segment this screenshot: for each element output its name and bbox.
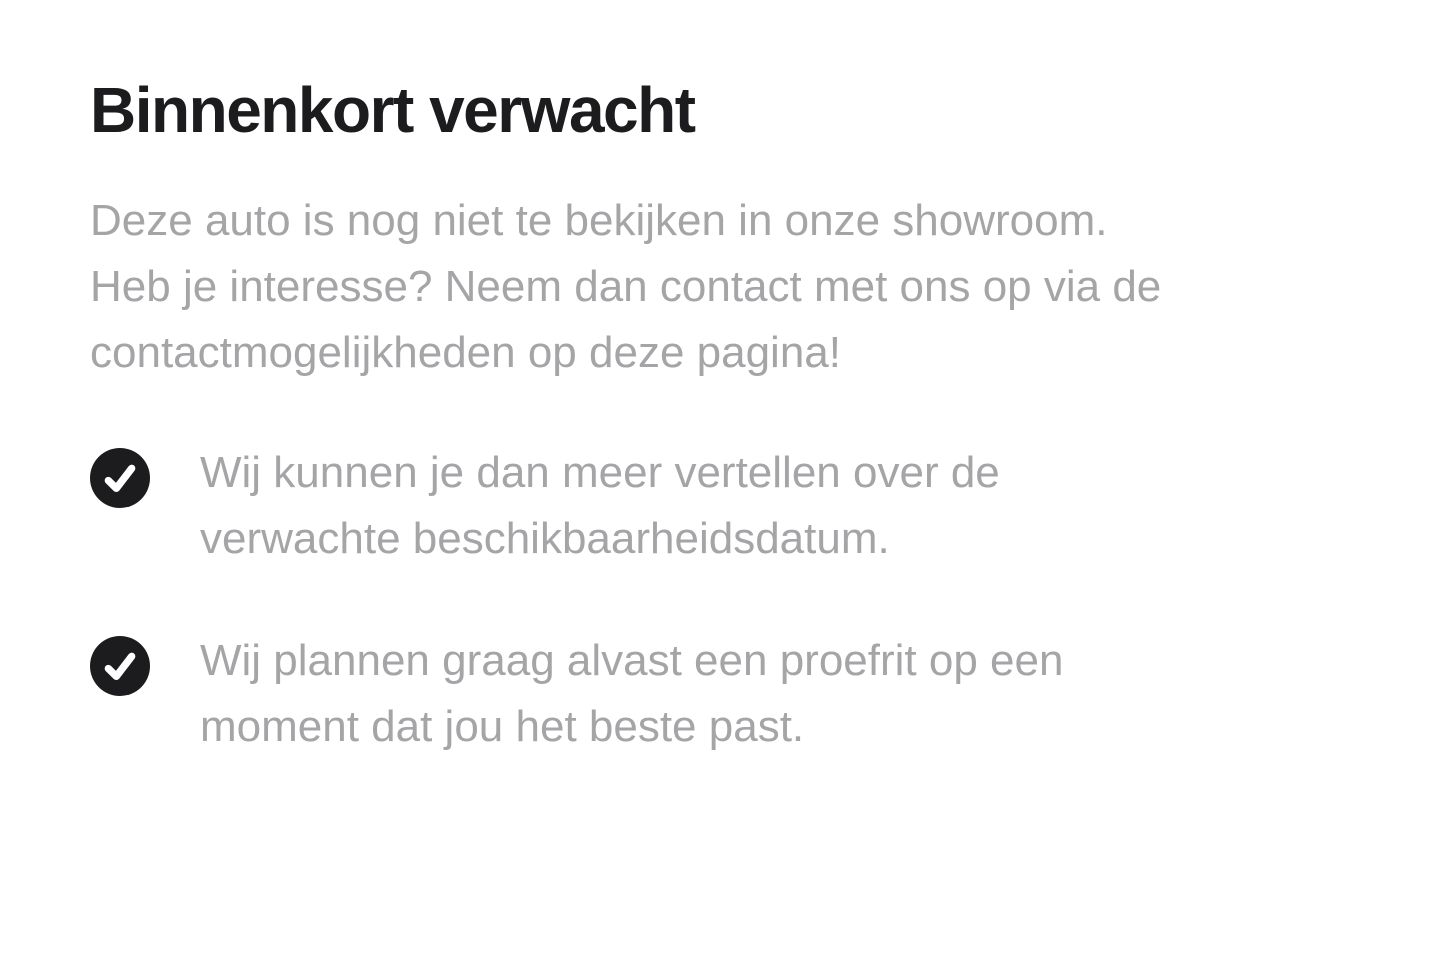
- list-item-line-1: Wij plannen graag alvast een proefrit op een: [200, 636, 1064, 685]
- page-title: Binnenkort verwacht: [90, 74, 695, 146]
- list-item: [90, 440, 1350, 572]
- intro-paragraph: [90, 188, 1350, 386]
- list-item-line-2: moment dat jou het beste past.: [200, 702, 805, 751]
- intro-line-1: Deze auto is nog niet te bekijken in onze showroom.: [90, 196, 1108, 245]
- list-item-line-2: verwachte beschikbaarheidsdatum.: [200, 514, 890, 563]
- list-item: [90, 628, 1350, 760]
- check-circle-icon: [90, 448, 150, 508]
- benefits-list: [90, 440, 1350, 760]
- list-item-text: [200, 440, 1000, 572]
- list-item-text: [200, 628, 1063, 760]
- check-mark: [108, 656, 131, 676]
- intro-line-3: contactmogelijkheden op deze pagina!: [90, 328, 841, 377]
- intro-line-2: Heb je interesse? Neem dan contact met ons op via de: [90, 262, 1162, 311]
- check-circle-icon: [90, 636, 150, 696]
- check-mark: [108, 468, 131, 488]
- list-item-line-1: Wij kunnen je dan meer vertellen over de: [200, 448, 1000, 497]
